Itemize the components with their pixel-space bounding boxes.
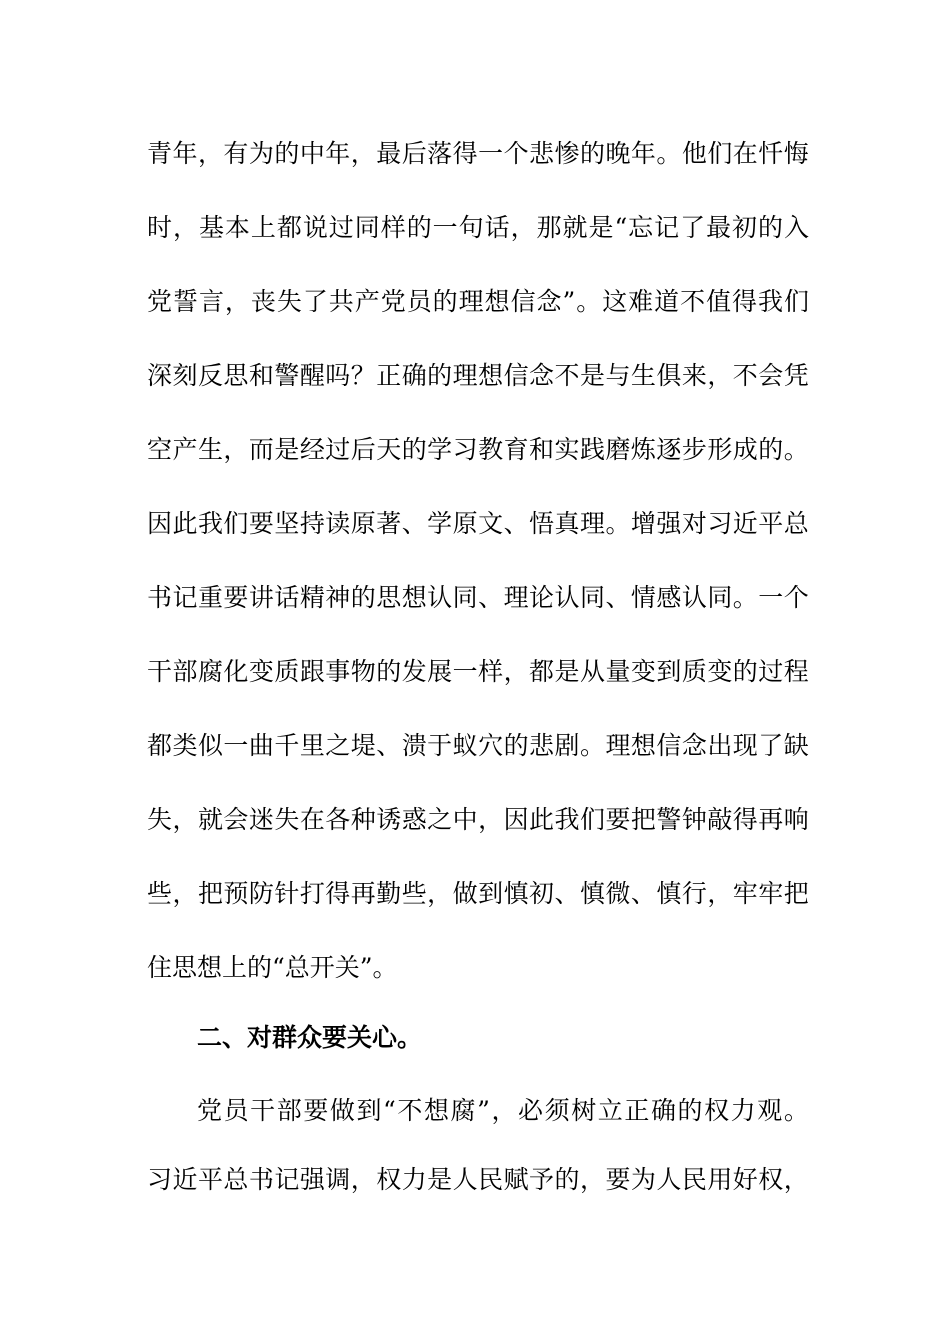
paragraph-line: 失 ， 就 会 迷 失 在 各 种 诱 惑 之 中 ， 因 此 我 们 要 把 警 钟 敲 得 再 响 [147,805,809,834]
paragraph-line: 干 部 腐 化 变 质 跟 事 物 的 发 展 一 样 ， 都 是 从 量 变 到 质 变 的 过 程 [147,657,809,686]
paragraph-line: 些 ， 把 预 防 针 打 得 再 勤 些 ， 做 到 慎 初 、 慎 微 、 慎 行 ， 牢 牢 把 [147,879,809,908]
paragraph-line: 习 近 平 总 书 记 强 调 ， 权 力 是 人 民 赋 予 的 ， 要 为 人 民 用 好 权 ， [147,1165,809,1194]
section-heading: 二、对群众要关心。 [197,1023,423,1052]
paragraph-line: 时 ， 基 本 上 都 说 过 同 样 的 一 句 话 ， 那 就 是 “ 忘 记 了 最 初 的 入 [147,213,809,242]
paragraph-line: 空 产 生 ， 而 是 经 过 后 天 的 学 习 教 育 和 实 践 磨 炼 逐 步 形 成 的 。 [147,435,809,464]
paragraph-line: 党 员 干 部 要 做 到 “ 不 想 腐 ” ， 必 须 树 立 正 确 的 权 力 观 。 [197,1096,809,1125]
paragraph-line: 都 类 似 一 曲 千 里 之 堤 、 溃 于 蚁 穴 的 悲 剧 。 理 想 信 念 出 现 了 缺 [147,731,809,760]
paragraph-line: 住思想上的“总开关”。 [147,953,398,982]
paragraph-line: 青 年 ， 有 为 的 中 年 ， 最 后 落 得 一 个 悲 惨 的 晚 年 。 他 们 在 忏 悔 [147,139,809,168]
paragraph-line: 因 此 我 们 要 坚 持 读 原 著 、 学 原 文 、 悟 真 理 。 增 强 对 习 近 平 总 [147,509,809,538]
paragraph-line: 书 记 重 要 讲 话 精 神 的 思 想 认 同 、 理 论 认 同 、 情 感 认 同 。 一 个 [147,583,809,612]
paragraph-line: 党 誓 言 ， 丧 失 了 共 产 党 员 的 理 想 信 念 ” 。 这 难 道 不 值 得 我 们 [147,287,809,316]
paragraph-line: 深 刻 反 思 和 警 醒 吗 ？ 正 确 的 理 想 信 念 不 是 与 生 俱 来 ， 不 会 凭 [147,361,809,390]
